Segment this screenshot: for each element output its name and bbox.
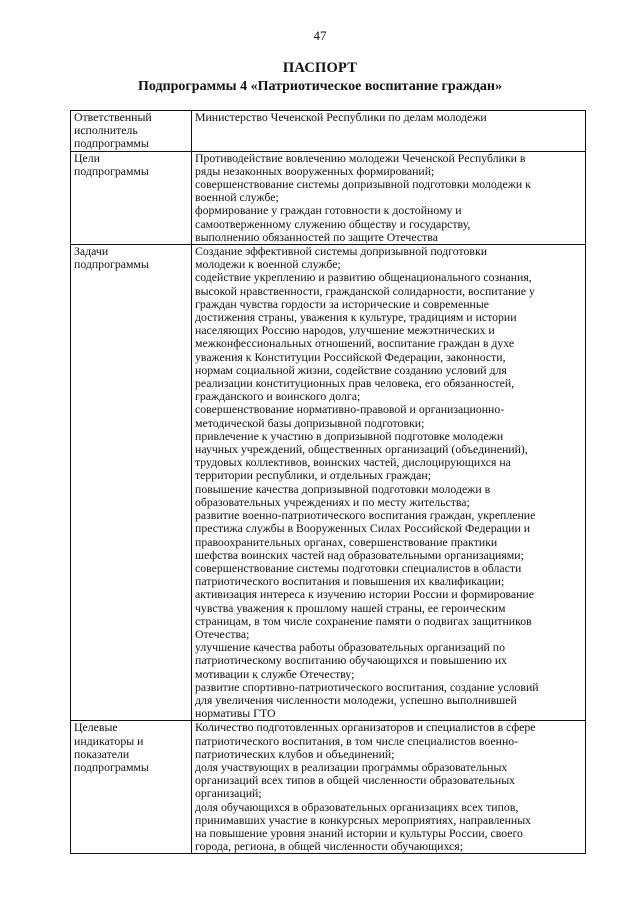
row-label-line: исполнитель bbox=[74, 123, 138, 138]
row-label-line: подпрограммы bbox=[74, 759, 149, 774]
row-content-line: Противодействие вовлечению молодежи Чеченской Республики в bbox=[195, 150, 526, 165]
row-content-line: совершенствование нормативно-правовой и организационно- bbox=[195, 402, 505, 417]
row-content-line: научных учреждений, общественных организаций (объединений), bbox=[195, 442, 528, 457]
row-label-line: Целевые bbox=[74, 720, 118, 735]
row-content-line: чувства уважения к прошлому нашей страны, ее героическим bbox=[195, 600, 506, 615]
row-content-line: военной службе; bbox=[195, 190, 279, 205]
document-title: ПАСПОРТ bbox=[282, 60, 358, 76]
row-label-line: подпрограммы bbox=[74, 257, 149, 272]
row-label-line: Задачи bbox=[74, 244, 109, 259]
passport-row bbox=[71, 151, 586, 244]
row-content-line: страницам, в том числе сохранение памяти о подвигах защитников bbox=[195, 613, 532, 628]
row-content-line: патриотического воспитания, в том числе специалистов военно- bbox=[195, 733, 519, 748]
row-content-line: доля участвующих в реализации программы образовательных bbox=[195, 759, 508, 774]
row-content-line: высокой нравственности, гражданской солидарности, воспитание у bbox=[195, 283, 535, 298]
passport-row bbox=[71, 721, 586, 854]
row-content-line: шефства воинских частей над образовательными организациями; bbox=[195, 547, 524, 562]
row-content-line: патриотическому воспитанию обучающихся и повышению их bbox=[195, 653, 508, 668]
row-label-line: Ответственный bbox=[74, 110, 152, 124]
row-content-line: территории республики, и отдельных граждан; bbox=[195, 468, 431, 483]
row-content-line: для увеличения численности молодежи, успешно выполнившей bbox=[195, 692, 517, 707]
row-content-cell bbox=[192, 111, 586, 152]
row-content-cell bbox=[192, 245, 586, 721]
row-content-line: принимавших участие в конкурсных мероприятиях, направленных bbox=[195, 812, 532, 827]
row-label-line: подпрограммы bbox=[74, 163, 149, 178]
row-content-line: Отечества; bbox=[195, 626, 250, 641]
row-label-cell bbox=[71, 721, 192, 854]
row-label-line: индикаторы и bbox=[74, 733, 144, 748]
row-content-line: населяющих Россию народов, улучшение межэтнических и bbox=[195, 323, 495, 338]
row-content-line: методической базы допризывной подготовки; bbox=[195, 415, 425, 430]
row-content-line: организаций; bbox=[195, 786, 262, 801]
row-label-cell bbox=[71, 151, 192, 244]
row-content-line: Количество подготовленных организаторов и специалистов в сфере bbox=[195, 720, 536, 735]
row-content-line: правоохранительных органах, совершенствование практики bbox=[195, 534, 498, 549]
row-content-line: на повышение уровня знаний истории и культуры России, своего bbox=[195, 825, 523, 840]
row-content-line: межконфессиональных отношений, воспитание граждан в духе bbox=[195, 336, 515, 351]
row-content-line: повышение качества допризывной подготовки молодежи в bbox=[195, 481, 491, 496]
row-content-line: активизация интереса к изучению истории России и формирование bbox=[195, 587, 534, 602]
row-label-line: Цели bbox=[74, 150, 100, 165]
row-content-line: нормам социальной жизни, содействие созданию условий для bbox=[195, 362, 507, 377]
row-content-line: достижения страны, уважения к культуре, традициям и истории bbox=[195, 310, 517, 325]
row-content-cell bbox=[192, 151, 586, 244]
row-content-line: совершенствование системы подготовки специалистов в области bbox=[195, 560, 522, 575]
row-content-line: реализации конституционных прав человека, его обязанностей, bbox=[195, 376, 515, 391]
row-label-cell bbox=[71, 245, 192, 721]
row-content-line: Министерство Чеченской Республики по делам молодежи bbox=[195, 110, 487, 124]
row-content-line: образовательных учреждениях и по месту жительства; bbox=[195, 494, 470, 509]
row-content-line: развитие спортивно-патриотического воспитания, создание условий bbox=[195, 679, 539, 694]
row-content-line: совершенствование системы допризывной подготовки молодежи к bbox=[195, 177, 531, 192]
row-content-line: города, региона, в общей численности обучающихся; bbox=[195, 839, 463, 854]
passport-table-body bbox=[71, 111, 586, 854]
row-content-line: доля обучающихся в образовательных организациях всех типов, bbox=[195, 799, 519, 814]
row-label-cell bbox=[71, 111, 192, 152]
row-content-line: престижа службы в Вооруженных Силах Российской Федерации и bbox=[195, 521, 531, 536]
row-content-line: молодежи к военной службе; bbox=[195, 257, 341, 272]
row-content-line: патриотических клубов и объединений; bbox=[195, 746, 395, 761]
row-content-line: организаций всех типов в общей численности образовательных bbox=[195, 773, 516, 788]
passport-table bbox=[70, 110, 586, 854]
row-content-line: Создание эффективной системы допризывной подготовки bbox=[195, 244, 488, 259]
row-content-line: патриотического воспитания и повышения их квалификации; bbox=[195, 574, 505, 589]
row-content-line: граждан чувства гордости за исторические и современные bbox=[195, 296, 490, 311]
row-content-line: привлечение к участию в допризывной подготовке молодежи bbox=[195, 428, 504, 443]
row-label-line: показатели bbox=[74, 746, 130, 761]
row-content-line: ряды незаконных вооруженных формирований; bbox=[195, 163, 435, 178]
passport-row bbox=[71, 111, 586, 152]
row-content-line: формирование у граждан готовности к достойному и bbox=[195, 203, 462, 218]
row-content-line: выполнению обязанностей по защите Отечества bbox=[195, 229, 438, 244]
document-subtitle: Подпрограммы 4 «Патриотическое воспитание граждан» bbox=[138, 79, 502, 94]
row-label-line: подпрограммы bbox=[74, 136, 149, 151]
row-content-line: содействие укреплению и развитию общенационального сознания, bbox=[195, 270, 532, 285]
row-content-line: мотивации к службе Отечеству; bbox=[195, 666, 355, 681]
row-content-line: развитие военно-патриотического воспитания граждан, укрепление bbox=[195, 508, 536, 523]
passport-row bbox=[71, 245, 586, 721]
row-content-cell bbox=[192, 721, 586, 854]
row-content-line: нормативы ГТО bbox=[195, 706, 276, 721]
row-content-line: улучшение качества работы образовательных организаций по bbox=[195, 640, 506, 655]
page-number: 47 bbox=[313, 28, 327, 43]
row-content-line: трудовых коллективов, воинских частей, дислоцирующихся на bbox=[195, 455, 511, 470]
row-content-line: уважения к Конституции Российской Федерации, законности, bbox=[195, 349, 506, 364]
row-content-line: самоотверженному служению обществу и государству, bbox=[195, 216, 471, 231]
row-content-line: гражданского и воинского долга; bbox=[195, 389, 361, 404]
